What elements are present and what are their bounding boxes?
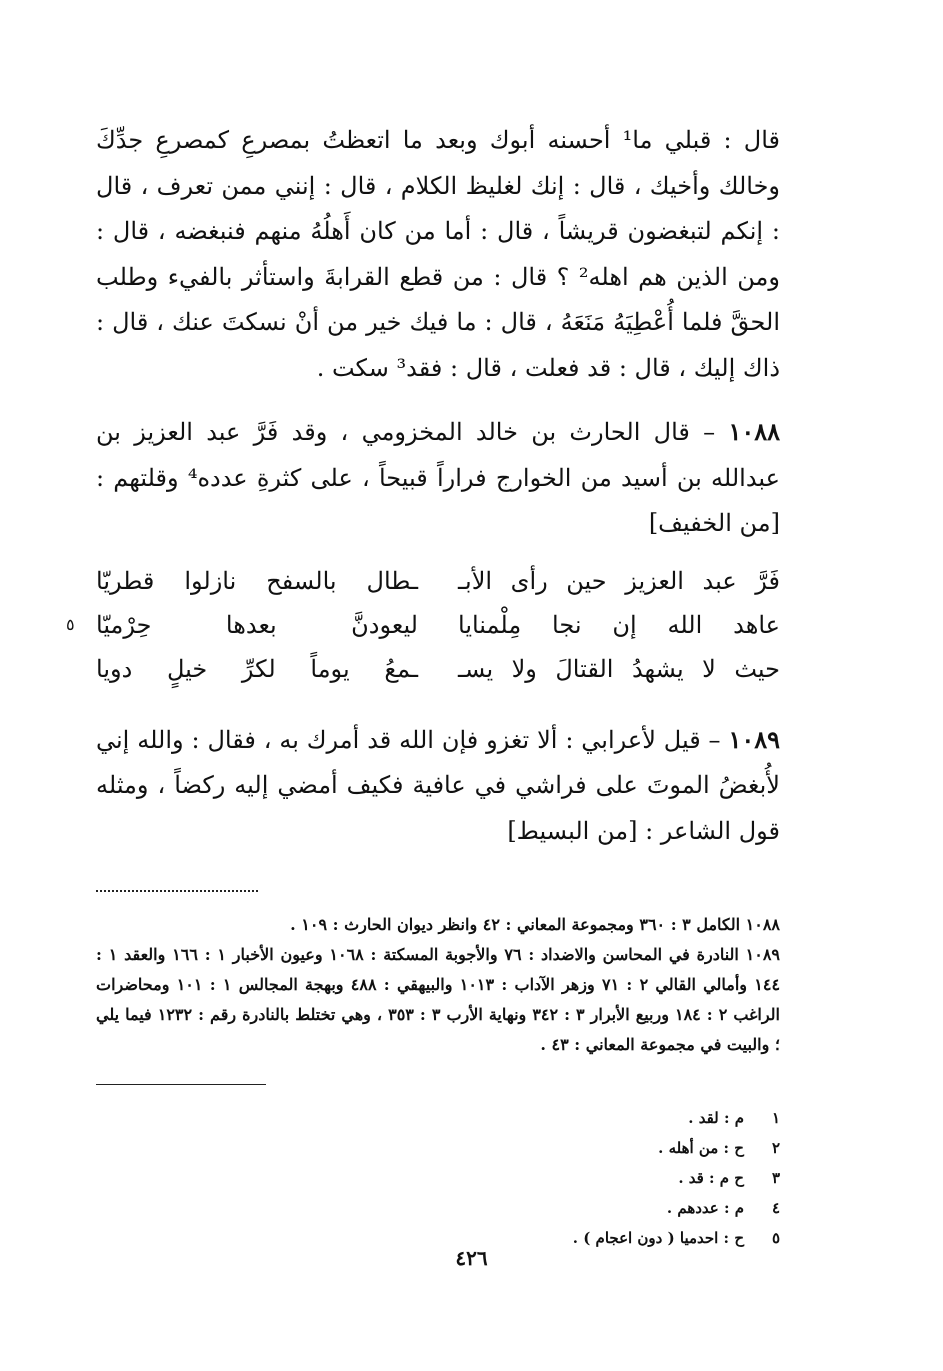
source-note-text: النادرة في المحاسن والاضداد : ٧٦ والأجوبة المسكتة : ١٠٦٨ وعيون الأخبار ١ : ١٦٦ والعقد ١ : ١٤٤ وأمالي القالي ٢ : ٧١ وزهر الآداب : ١٠١٣ والبيهقي : ٤٨٨ وبهجة المجالس ١ : ١٠١ ومحاضرات الراغب ٢ : ١٨٤ وربيع الأبرار ٣ : ٣٤٢ ونهاية الأرب ٣ : ٣٥٣ ، وهي تختلط بالنادرة رقم : ١٢٣٢ فيما يلي ؛ والبيت في مجموعة المعاني : ٤٣ . [96, 945, 781, 1054]
footnote-text: ح م : قد . [678, 1169, 744, 1187]
footnote-number: ٤ [771, 1199, 780, 1217]
source-note-1089 [96, 940, 780, 1060]
footnote-3 [96, 1163, 780, 1193]
footnote-number: ٣ [771, 1169, 780, 1187]
footnote-text: ح : احدميا ( دون اعجام ) . [572, 1229, 744, 1247]
source-note-text: الكامل ٣ : ٣٦٠ ومجموعة المعاني : ٤٢ وانظر ديوان الحارث : ١٠٩ . [290, 915, 746, 934]
paragraph-1088-text: – قال الحارث بن خالد المخزومي ، وقد فَرَّ عبد العزيز بن عبدالله بن أسيد من الخوارج فراراً قبيحاً ، على كثرةِ عدده⁴ وقلتهم : [من الخفيف] [96, 418, 780, 537]
footnote-2 [96, 1133, 780, 1163]
verse-2-footnote-marker: ٥ [66, 615, 75, 634]
page-body [66, 118, 781, 1253]
source-note-1088 [96, 910, 780, 940]
dotted-divider [96, 890, 258, 892]
verse-2-first-hemistich: عاهد الله إن نجا مِلْمنايا [458, 610, 780, 639]
entry-number-1088: ١٠٨٨ [728, 417, 780, 446]
footnote-number: ٥ [771, 1229, 780, 1247]
verse-3 [96, 647, 780, 691]
footnote-1 [96, 1103, 780, 1133]
footnote-number: ٢ [771, 1139, 780, 1157]
footnote-4 [96, 1193, 780, 1223]
entry-number-1089: ١٠٨٩ [728, 724, 780, 754]
verse-1 [96, 559, 780, 603]
verse-3-first-hemistich: حيث لا يشهدُ القتالَ ولا يسـ [458, 654, 780, 683]
source-notes [96, 910, 780, 1060]
source-note-number: ١٠٨٨ [745, 915, 780, 934]
footnote-number: ١ [771, 1109, 780, 1127]
footnote-text: م : عددهم . [666, 1199, 744, 1217]
footnotes [96, 1103, 780, 1253]
verse-2-second-hemistich: ليعودنَّ بعدها حِرْميّا [96, 610, 418, 639]
poem [66, 559, 780, 691]
paragraph-1088 [96, 409, 780, 547]
source-note-number: ١٠٨٩ [745, 945, 781, 964]
paragraph-1089 [96, 717, 780, 855]
footnote-rule [96, 1084, 266, 1085]
paragraph-1: قال : قبلي ما¹ أحسنه أبوك وبعد ما اتعظتُ بمصرعِ كمصرعِ جدِّكَ وخالك وأخيك ، قال : إنك لغليظ الكلام ، قال : إنني ممن تعرف ، قال : إنكم لتبغضون قريشاً ، قال : أما من كان أَهلُهُ منهم فنبغضه ، قال : ومن الذين هم اهله² ؟ قال : من قطع القرابةَ واستأثر بالفيء وطلب الحقَّ فلما أُعْطِيَهُ مَنَعَهُ ، قال : ما فيك خير من أنْ نسكتَ عنك ، قال : ذاك إليك ، قال : قد فعلت ، قال : فقد³ سكت . [96, 126, 780, 382]
page-number: ٤٢٦ [455, 1246, 488, 1270]
footnote-text: ح : من أهله . [658, 1139, 744, 1157]
footnote-text: م : لقد . [688, 1109, 744, 1127]
verse-2 [66, 603, 780, 647]
paragraph-1089-text: – قيل لأعرابي : ألا تغزو فإن الله قد أمرك به ، فقال : والله إني لأُبغضُ الموتَ على فراشي في عافية فكيف أمضي إليه ركضاً ، ومثله قول الشاعر : [من البسيط] [96, 725, 780, 845]
verse-1-second-hemistich: ـطال بالسفح نازلوا قطريّا [96, 566, 418, 595]
verse-3-second-hemistich: ـمعُ يوماً لكرِّ خيلٍ دويا [96, 654, 418, 683]
verse-1-first-hemistich: فَرَّ عبد العزيز حين رأى الأبـ [458, 566, 780, 595]
